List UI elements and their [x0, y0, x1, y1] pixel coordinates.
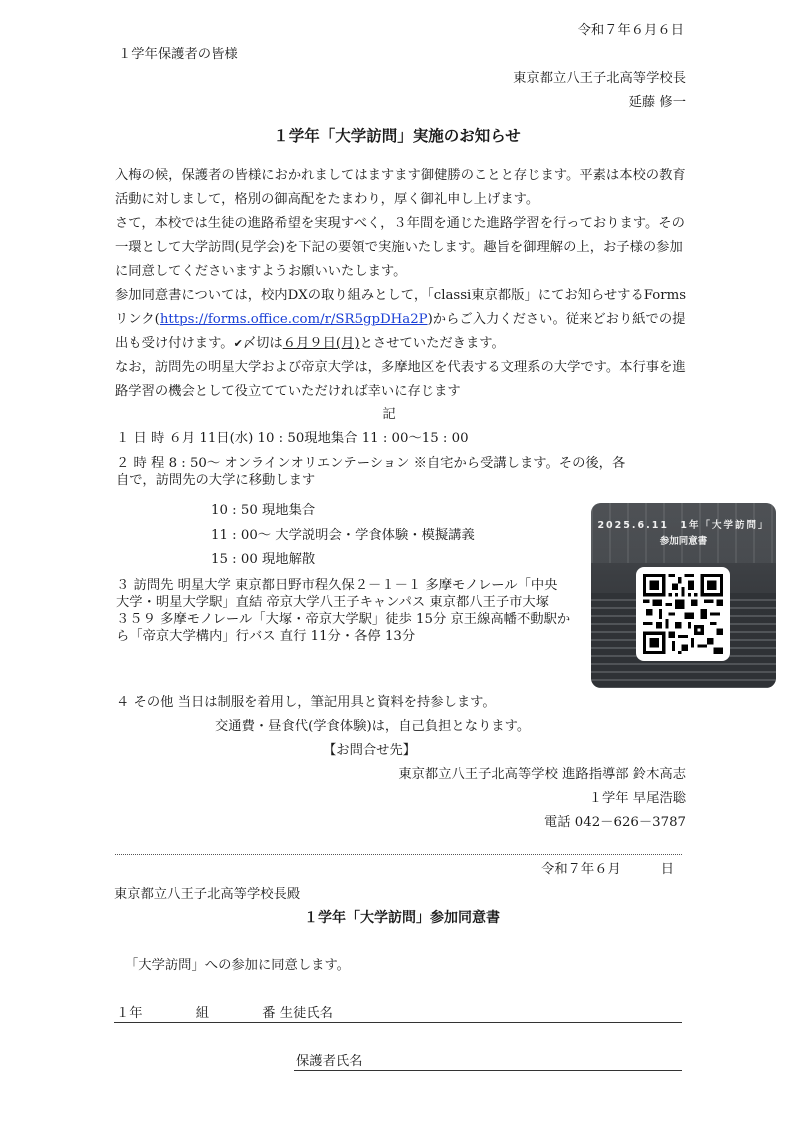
recipient: １学年保護者の皆様 — [118, 47, 238, 62]
deadline-date: ６月９日(月) — [282, 336, 360, 351]
item-date-time: １ 日 時 ６月 11日(水) 10 : 50現地集合 11 : 00～15 : 00 — [116, 431, 469, 446]
student-name-field[interactable] — [114, 1022, 682, 1023]
form-date: 令和７年６月 日 — [541, 862, 674, 877]
poster-caption: 2025.6.11 1年「大学訪問」 — [597, 520, 770, 531]
forms-text-after: )からご入力ください。従来どおり紙での提出も受け付けます。 — [115, 312, 686, 351]
qr-code[interactable] — [636, 567, 730, 661]
item-other: ４ その他 当日は制服を着用し，筆記用具と資料を持参します。 — [116, 695, 496, 710]
contact-phone: 電話 042－626－3787 — [543, 815, 686, 830]
guardian-name-label: 保護者氏名 — [296, 1054, 363, 1069]
form-title: １学年「大学訪問」参加同意書 — [304, 910, 500, 926]
deadline-suffix: とさせていただきます。 — [359, 336, 505, 351]
intro-paragraph-3 — [115, 284, 695, 356]
schedule-item: 15 : 00 現地解散 — [211, 552, 316, 567]
principal-name: 延藤 修一 — [628, 95, 686, 110]
school-principal: 東京都立八王子北高等学校長 — [513, 71, 686, 86]
poster-subcaption: 参加同意書 — [659, 536, 708, 547]
item-schedule-line2: 自で，訪問先の大学に移動します — [116, 473, 316, 488]
intro-paragraph-4: なお，訪問先の明星大学および帝京大学は，多摩地区を代表する文理系の大学です。本行事を進路学習の機会として役立てていただければ幸いに存じます — [115, 360, 686, 399]
deadline-check-icon: ✔ — [233, 337, 243, 350]
guardian-name-field[interactable] — [294, 1070, 682, 1071]
destination-line: ら「帝京大学構内」行バス 直行 11分・各停 13分 — [116, 629, 416, 644]
ki-heading: 記 — [382, 407, 396, 422]
form-addressee: 東京都立八王子北高等学校長殿 — [114, 887, 301, 902]
schedule-item: 11 : 00～ 大学説明会・学食体験・模擬講義 — [211, 528, 475, 543]
contact-grade-teacher: １学年 早尾浩聡 — [588, 791, 686, 806]
item-destination — [116, 577, 570, 645]
qr-code-icon — [643, 574, 723, 654]
intro-paragraph-2: さて，本校では生徒の進路希望を実現すべく，３年間を通じた進路学習を行っております。その一環として大学訪問(見学会)を下記の要領で実施いたします。趣旨を御理解の上，お子様の参加に同意してくださいますようお願いいたします。 — [115, 216, 685, 279]
destination-line: 大学・明星大学駅」直結 帝京大学八王子キャンパス 東京都八王子市大塚 — [116, 595, 550, 610]
contact-heading: 【お問合せ先】 — [323, 743, 417, 758]
student-name-label: １年 組 番 生徒氏名 — [116, 1006, 333, 1021]
notice-date: 令和７年６月６日 — [577, 23, 684, 38]
schedule-item: 10 : 50 現地集合 — [211, 503, 316, 518]
cut-line — [115, 854, 682, 855]
item-other-cost: 交通費・昼食代(学食体験)は，自己負担となります。 — [215, 719, 531, 734]
contact-teacher: 東京都立八王子北高等学校 進路指導部 鈴木高志 — [398, 767, 686, 782]
destination-line: ３５９ 多摩モノレール「大塚・帝京大学駅」徒歩 15分 京王線高幡不動駅か — [116, 612, 571, 627]
form-consent: 「大学訪問」への参加に同意します。 — [125, 958, 350, 973]
forms-link[interactable]: https://forms.office.com/r/SR5gpDHa2P — [159, 312, 428, 327]
page-title: １学年「大学訪問」実施のお知らせ — [273, 127, 521, 145]
forms-text-before: 参加同意書については，校内DXの取り組みとして，「classi東京都版」にてお知らせするForms リンク( — [115, 288, 687, 327]
intro-body — [115, 164, 695, 404]
item-schedule-line1: ２ 時 程 8 : 50～ オンラインオリエンテーション ※自宅から受講します。その後，各 — [116, 456, 626, 471]
intro-paragraph-1: 入梅の候，保護者の皆様におかれましてはますます御健勝のことと存じます。平素は本校の教育活動に対しまして，格別の御高配をたまわり，厚く御礼申し上げます。 — [115, 168, 686, 207]
destination-line: ３ 訪問先 明星大学 東京都日野市程久保２－１－１ 多摩モノレール「中央 — [116, 578, 558, 593]
deadline-prefix: 〆切は — [242, 336, 283, 351]
poster-background — [591, 503, 776, 563]
qr-poster — [591, 503, 776, 688]
